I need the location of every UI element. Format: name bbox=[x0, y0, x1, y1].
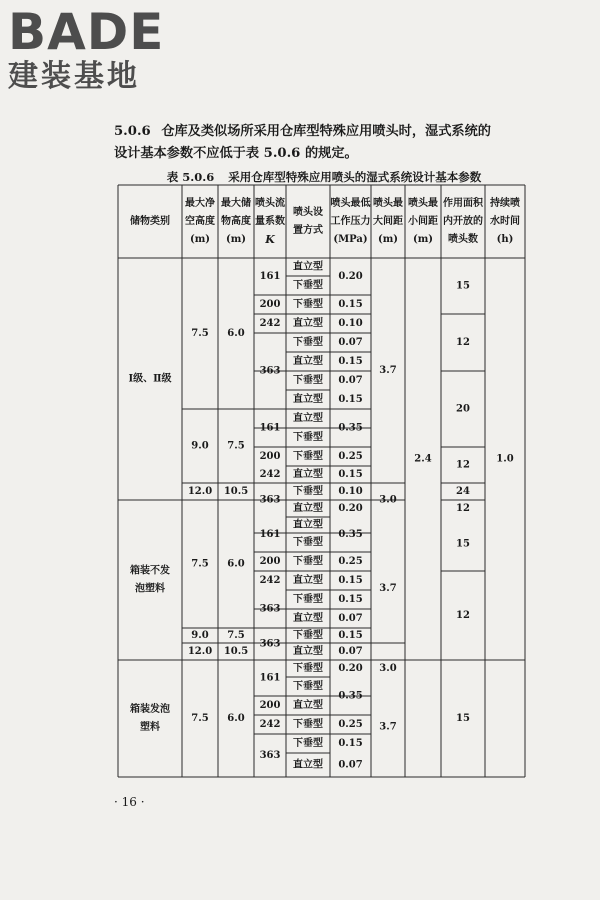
pressure-value: 0.20 bbox=[338, 503, 363, 514]
arrangement-value: 下垂型 bbox=[293, 738, 323, 749]
clear-height-value: 12.0 bbox=[187, 486, 213, 497]
category-foam-line-1: 塑料 bbox=[140, 722, 160, 733]
open-heads-value: 15 bbox=[456, 280, 470, 292]
k-factor-value: 242 bbox=[259, 719, 281, 730]
header-max-spacing-line-1: 大间距 bbox=[373, 216, 403, 227]
header-storage-height-line-0: 最大储 bbox=[221, 198, 251, 209]
arrangement-value: 直立型 bbox=[293, 318, 323, 329]
header-arrangement-line-0: 喷头设 bbox=[293, 207, 323, 218]
pressure-value: 0.15 bbox=[338, 356, 363, 367]
pressure-value: 0.07 bbox=[338, 337, 363, 348]
clear-height-value: 7.5 bbox=[191, 328, 209, 339]
arrangement-value: 直立型 bbox=[293, 700, 323, 711]
arrangement-value: 直立型 bbox=[293, 575, 323, 586]
arrangement-value: 直立型 bbox=[293, 613, 323, 624]
header-min-spacing-line-0: 喷头最 bbox=[408, 198, 438, 209]
arrangement-value: 下垂型 bbox=[293, 556, 323, 567]
pressure-value: 0.20 bbox=[338, 663, 363, 674]
header-max-spacing-line-0: 喷头最 bbox=[373, 198, 403, 209]
arrangement-value: 直立型 bbox=[293, 356, 323, 367]
arrangement-value: 下垂型 bbox=[293, 337, 323, 348]
storage-height-value: 7.5 bbox=[227, 630, 245, 641]
duration-value: 1.0 bbox=[496, 453, 514, 465]
header-duration-line-1: 水时间 bbox=[490, 216, 520, 227]
arrangement-value: 下垂型 bbox=[293, 594, 323, 605]
open-heads-value: 12 bbox=[456, 610, 470, 621]
arrangement-value: 下垂型 bbox=[293, 537, 323, 548]
header-arrangement-line-1: 置方式 bbox=[293, 225, 323, 236]
pressure-value: 0.10 bbox=[338, 486, 363, 497]
category-non-foam-line-0: 箱装不发 bbox=[130, 565, 170, 577]
max-spacing-value: 3.0 bbox=[379, 494, 397, 506]
arrangement-value: 下垂型 bbox=[293, 663, 323, 674]
header-k-factor-line-1: 量系数 bbox=[255, 216, 285, 227]
arrangement-value: 直立型 bbox=[293, 413, 323, 424]
pressure-value: 0.15 bbox=[338, 630, 363, 641]
open-heads-value: 12 bbox=[456, 337, 470, 348]
storage-height-value: 7.5 bbox=[227, 440, 245, 452]
arrangement-value: 下垂型 bbox=[293, 486, 323, 497]
page-number: · 16 · bbox=[114, 795, 145, 809]
arrangement-value: 下垂型 bbox=[293, 681, 323, 692]
max-spacing-value: 3.7 bbox=[379, 365, 397, 376]
category-class-1-2: Ⅰ级、Ⅱ级 bbox=[128, 373, 172, 385]
pressure-value: 0.10 bbox=[338, 318, 363, 329]
k-factor-value: 363 bbox=[259, 750, 281, 761]
k-factor-value: 363 bbox=[259, 494, 281, 506]
pressure-value: 0.35 bbox=[338, 529, 363, 540]
open-heads-value: 12 bbox=[456, 459, 470, 471]
k-factor-value: 200 bbox=[259, 451, 281, 462]
header-min-pressure-line-1: 工作压力 bbox=[330, 216, 371, 227]
header-clear-height-line-2: (m) bbox=[189, 234, 211, 245]
pressure-value: 0.15 bbox=[338, 394, 363, 405]
header-clear-height-line-1: 空高度 bbox=[185, 216, 215, 227]
section-text-line2: 设计基本参数不应低于表 5.0.6 的规定。 bbox=[114, 146, 358, 161]
max-spacing-value: 3.7 bbox=[379, 721, 397, 733]
open-heads-value: 15 bbox=[456, 713, 470, 724]
arrangement-value: 下垂型 bbox=[293, 719, 323, 730]
open-heads-value: 24 bbox=[456, 486, 470, 497]
header-k-factor-line-2: K bbox=[265, 233, 275, 246]
header-min-pressure-line-2: (MPa) bbox=[333, 234, 368, 245]
max-spacing-value: 3.7 bbox=[379, 583, 397, 594]
arrangement-value: 直立型 bbox=[293, 503, 323, 514]
header-open-heads-line-0: 作用面积 bbox=[443, 198, 483, 209]
k-factor-value: 161 bbox=[259, 271, 281, 282]
k-factor-value: 161 bbox=[259, 672, 281, 684]
pressure-value: 0.15 bbox=[338, 575, 363, 586]
pressure-value: 0.35 bbox=[338, 422, 363, 434]
header-storage-height-line-1: 物高度 bbox=[221, 216, 251, 227]
pressure-value: 0.15 bbox=[338, 594, 363, 605]
header-min-spacing-line-1: 小间距 bbox=[408, 216, 438, 227]
storage-height-value: 10.5 bbox=[223, 646, 249, 657]
category-foam-line-0: 箱装发泡 bbox=[130, 704, 170, 715]
clear-height-value: 7.5 bbox=[191, 558, 209, 570]
pressure-value: 0.15 bbox=[338, 299, 363, 310]
pressure-value: 0.35 bbox=[338, 690, 363, 702]
k-factor-value: 363 bbox=[259, 365, 281, 377]
arrangement-value: 下垂型 bbox=[293, 451, 323, 462]
pressure-value: 0.25 bbox=[338, 451, 363, 462]
arrangement-value: 直立型 bbox=[293, 646, 323, 657]
k-factor-value: 161 bbox=[259, 422, 281, 434]
k-factor-value: 200 bbox=[259, 299, 281, 310]
storage-height-value: 6.0 bbox=[227, 328, 245, 339]
header-min-spacing-line-2: (m) bbox=[412, 234, 434, 245]
logo-subtitle: 建装基地 bbox=[8, 59, 140, 94]
pressure-value: 0.07 bbox=[338, 646, 363, 657]
pressure-value: 0.15 bbox=[338, 738, 363, 749]
table-caption-title: 采用仓库型特殊应用喷头的湿式系统设计基本参数 bbox=[228, 170, 482, 184]
header-min-pressure-line-0: 喷头最低 bbox=[330, 198, 371, 209]
arrangement-value: 直立型 bbox=[293, 469, 323, 480]
open-heads-value: 20 bbox=[456, 403, 470, 415]
storage-height-value: 10.5 bbox=[223, 486, 249, 497]
header-storage-height-line-2: (m) bbox=[225, 234, 247, 245]
section-number: 5.0.6 bbox=[114, 124, 151, 139]
arrangement-value: 下垂型 bbox=[293, 299, 323, 310]
header-open-heads-line-2: 喷头数 bbox=[448, 234, 478, 245]
min-spacing-value: 2.4 bbox=[414, 453, 432, 465]
arrangement-value: 下垂型 bbox=[293, 375, 323, 386]
pressure-value: 0.07 bbox=[338, 375, 363, 386]
header-clear-height-line-0: 最大净 bbox=[185, 198, 215, 209]
header-category: 储物类别 bbox=[130, 216, 170, 227]
arrangement-value: 下垂型 bbox=[293, 630, 323, 641]
pressure-value: 0.15 bbox=[338, 469, 363, 480]
clear-height-value: 12.0 bbox=[187, 646, 213, 657]
max-spacing-value: 3.0 bbox=[379, 663, 397, 674]
k-factor-value: 242 bbox=[259, 469, 281, 480]
k-factor-value: 200 bbox=[259, 700, 281, 711]
arrangement-value: 直立型 bbox=[293, 394, 323, 405]
storage-height-value: 6.0 bbox=[227, 558, 245, 570]
arrangement-value: 直立型 bbox=[293, 261, 323, 273]
pressure-value: 0.25 bbox=[338, 556, 363, 567]
pressure-value: 0.25 bbox=[338, 719, 363, 730]
header-duration-line-0: 持续喷 bbox=[490, 198, 520, 209]
arrangement-value: 下垂型 bbox=[293, 432, 323, 443]
header-open-heads-line-1: 内开放的 bbox=[443, 216, 483, 227]
pressure-value: 0.07 bbox=[338, 613, 363, 624]
open-heads-value: 12 bbox=[456, 503, 470, 514]
arrangement-value: 直立型 bbox=[293, 759, 323, 771]
arrangement-value: 下垂型 bbox=[293, 280, 323, 291]
k-factor-value: 242 bbox=[259, 575, 281, 586]
k-factor-value: 200 bbox=[259, 556, 281, 567]
table-caption-number: 表 5.0.6 bbox=[166, 170, 215, 184]
arrangement-value: 直立型 bbox=[293, 519, 323, 531]
k-factor-value: 363 bbox=[259, 603, 281, 615]
storage-height-value: 6.0 bbox=[227, 713, 245, 724]
header-max-spacing-line-2: (m) bbox=[377, 234, 399, 245]
k-factor-value: 161 bbox=[259, 529, 281, 540]
clear-height-value: 9.0 bbox=[191, 630, 209, 641]
category-non-foam-line-1: 泡塑料 bbox=[135, 583, 165, 595]
k-factor-value: 242 bbox=[259, 318, 281, 329]
open-heads-value: 15 bbox=[456, 538, 470, 550]
logo-brand: BADE bbox=[8, 3, 165, 61]
header-k-factor-line-0: 喷头流 bbox=[255, 198, 285, 209]
k-factor-value: 363 bbox=[259, 638, 281, 650]
header-duration-line-2: (h) bbox=[496, 234, 514, 245]
section-text-line1: 仓库及类似场所采用仓库型特殊应用喷头时，湿式系统的 bbox=[161, 124, 491, 139]
clear-height-value: 9.0 bbox=[191, 440, 209, 452]
clear-height-value: 7.5 bbox=[191, 713, 209, 724]
pressure-value: 0.07 bbox=[338, 759, 363, 771]
pressure-value: 0.20 bbox=[338, 271, 363, 282]
